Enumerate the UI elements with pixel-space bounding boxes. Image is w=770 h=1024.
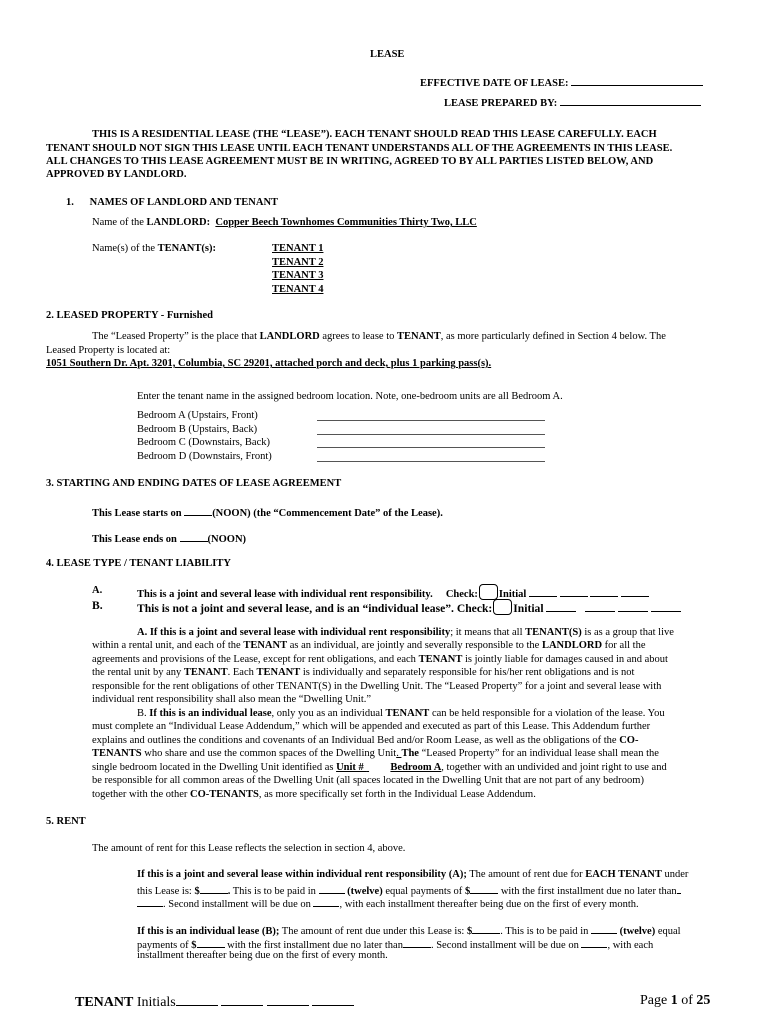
- text-run: This is not a joint and several lease, and is an “individual lease”. Check:: [137, 602, 493, 615]
- text-run: , with each: [607, 940, 654, 951]
- lease-start-row: [92, 504, 443, 521]
- payments-count-field[interactable]: [591, 922, 617, 934]
- para-a-line: [92, 666, 634, 680]
- para-a-line: [92, 653, 668, 667]
- text-run: If this is a joint and several lease within individual rent responsibility (A);: [137, 869, 467, 880]
- initial-field[interactable]: [618, 600, 648, 612]
- first-due-field[interactable]: [403, 936, 431, 948]
- text-run: This is a joint and several lease with individual rent responsibility.: [137, 589, 433, 600]
- text-run: TENANT: [183, 667, 228, 678]
- text-run: This is to be paid in: [230, 886, 319, 897]
- effective-date-field[interactable]: [571, 74, 703, 86]
- text-run: $: [466, 926, 473, 937]
- text-run: (twelve): [617, 926, 656, 937]
- payment-amount-field[interactable]: [470, 882, 498, 894]
- initial-field[interactable]: [590, 585, 618, 597]
- initial-field[interactable]: [529, 585, 557, 597]
- tenant-prefix: Name(s) of the: [92, 243, 158, 254]
- text-run: within a rental unit, and each of the: [92, 640, 244, 651]
- tenant-name: TENANT 4: [272, 284, 324, 295]
- text-run: Unit #: [336, 762, 367, 773]
- tenant-name: TENANT 1: [272, 243, 324, 254]
- payment-amount-field[interactable]: [197, 936, 225, 948]
- initial-field[interactable]: [651, 600, 681, 612]
- text-run: TENANT: [397, 331, 441, 342]
- tenant-name: TENANT 3: [272, 270, 324, 281]
- para-b-line: [137, 707, 665, 721]
- rent-joint-line: [137, 868, 688, 882]
- text-run: TENANTS: [92, 748, 142, 759]
- footer-initials-label: Initials: [133, 995, 176, 1010]
- second-due-field[interactable]: [581, 936, 607, 948]
- payments-count-field[interactable]: [319, 882, 345, 894]
- intro-line: TENANT SHOULD NOT SIGN THIS LEASE UNTIL EACH TENANT UNDERSTANDS ALL OF THE AGREEMENTS IN THIS LEASE.: [46, 143, 673, 154]
- text-run: TENANT: [385, 708, 430, 719]
- rent-amount-field[interactable]: [472, 922, 500, 934]
- landlord-label: LANDLORD:: [146, 217, 211, 228]
- para-a-line: [92, 680, 661, 694]
- text-run: single bedroom located in the Dwelling Unit identified as: [92, 762, 337, 773]
- text-run: CO-: [619, 735, 639, 746]
- text-run: The amount of rent due under this Lease is:: [279, 926, 467, 937]
- section-4-heading: 4. LEASE TYPE / TENANT LIABILITY: [46, 558, 231, 569]
- text-run: “Leased Property” for an individual lease shall mean the: [418, 748, 659, 759]
- text-run: equal: [655, 926, 681, 937]
- rent-amount-field[interactable]: [200, 882, 228, 894]
- para-b-line: [92, 761, 667, 775]
- landlord-prefix: Name of the: [92, 217, 147, 228]
- effective-date-label: EFFECTIVE DATE OF LEASE:: [420, 78, 569, 89]
- end-date-field[interactable]: [180, 530, 208, 542]
- page-current: 1: [670, 993, 678, 1008]
- text-run: in the Dwelling Unit. The “Leased Property” for a joint and several lease with: [331, 681, 662, 692]
- intro-line: THIS IS A RESIDENTIAL LEASE (THE “LEASE”). EACH TENANT SHOULD READ THIS LEASE CAREFULLY. EACH: [92, 129, 657, 140]
- section-1-heading: 1. NAMES OF LANDLORD AND TENANT: [66, 197, 279, 208]
- first-due-field[interactable]: [137, 895, 163, 907]
- text-run: with the first installment due no later than: [224, 940, 403, 951]
- text-run: agreements and provisions of the Lease, except for rent obligations, and each: [92, 654, 419, 665]
- text-run: EACH TENANT: [585, 869, 662, 880]
- footer-initial-field[interactable]: [312, 992, 354, 1006]
- text-run: The: [401, 748, 419, 759]
- option-b-checkbox[interactable]: [493, 599, 512, 615]
- text-run: If this is an individual lease (B);: [137, 926, 280, 937]
- text-run: .: [396, 748, 402, 759]
- text-run: $: [194, 886, 200, 897]
- bedroom-b-field[interactable]: [317, 434, 545, 435]
- text-run: This Lease starts on: [92, 508, 185, 519]
- intro-line: ALL CHANGES TO THIS LEASE AGREEMENT MUST BE IN WRITING, AGREED TO BY ALL PARTIES LISTED BELOW, AND: [46, 156, 654, 167]
- bedroom-label: Bedroom C (Downstairs, Back): [137, 437, 270, 448]
- option-a-checkbox[interactable]: [479, 584, 498, 600]
- footer-initial-field[interactable]: [267, 992, 309, 1006]
- bedroom-note: Enter the tenant name in the assigned bedroom location. Note, one-bedroom units are all Bedroom A.: [137, 391, 563, 402]
- text-run: TENANT: [256, 667, 301, 678]
- para-b-line: must complete an “Individual Lease Addendum,” which will be appended and executed as part of this Lease. This Addendum further: [92, 721, 651, 732]
- text-run: B.: [137, 708, 150, 719]
- text-run: of: [677, 993, 697, 1008]
- bedroom-label: Bedroom D (Downstairs, Front): [137, 451, 272, 462]
- para-a-line: [92, 639, 646, 653]
- lease-end-row: [92, 530, 246, 547]
- page-number: [640, 992, 710, 1009]
- text-run: can be held responsible for a violation of the lease. You: [429, 708, 665, 719]
- para-a-line: individual rent responsibility shall also mean the “Dwelling Unit.”: [92, 694, 372, 705]
- text-run: ; it means that all: [450, 627, 526, 638]
- footer-initial-field[interactable]: [221, 992, 263, 1006]
- text-run: who share and use the common spaces of the Dwelling Unit: [141, 748, 397, 759]
- section-2-heading: 2. LEASED PROPERTY - Furnished: [46, 310, 213, 321]
- text-run: under: [661, 869, 689, 880]
- second-due-field[interactable]: [313, 895, 339, 907]
- para-b-line: [92, 747, 659, 761]
- landlord-name: Copper Beech Townhomes Communities Thirty Two, LLC: [215, 217, 477, 228]
- bedroom-label: Bedroom B (Upstairs, Back): [137, 424, 258, 435]
- first-due-field[interactable]: [677, 882, 681, 894]
- page-total: 25: [696, 993, 711, 1008]
- prepared-by-field[interactable]: [560, 94, 701, 106]
- text-run: (NOON): [207, 534, 247, 545]
- footer-initials: [75, 992, 354, 1011]
- text-run: with the first installment due no later than: [498, 886, 677, 897]
- para-b-line: [92, 734, 638, 748]
- text-run: explains and outlines the conditions and covenants of an Individual Bed and/or Room Lease, as well as the obligations of the: [92, 735, 620, 746]
- text-run: responsible for the rent obligations of other: [92, 681, 277, 692]
- initial-field[interactable]: [546, 600, 576, 612]
- text-run: If this is an individual lease: [149, 708, 272, 719]
- bedroom-label: Bedroom A (Upstairs, Front): [137, 410, 258, 421]
- text-run: payments of: [137, 940, 192, 951]
- option-b-letter: B.: [92, 599, 103, 612]
- rent-individual-line: installment thereafter being due on the first of every month.: [137, 950, 388, 961]
- initial-field[interactable]: [585, 600, 615, 612]
- option-b-row: [137, 599, 681, 616]
- text-run: TENANT: [418, 654, 463, 665]
- prepared-by-label: LEASE PREPARED BY:: [444, 98, 558, 109]
- text-run: LANDLORD: [259, 331, 320, 342]
- text-run: TENANT(S): [525, 627, 582, 638]
- text-run: . Second installment will be due on: [163, 899, 314, 910]
- tenant-label: TENANT(s):: [157, 243, 216, 254]
- footer-initial-field[interactable]: [176, 992, 218, 1006]
- initial-field[interactable]: [621, 585, 649, 597]
- text-run: Bedroom A: [390, 762, 442, 773]
- text-run: , as more specifically set forth in the Individual Lease Addendum.: [258, 789, 536, 800]
- text-run: agrees to lease to: [319, 331, 397, 342]
- option-a-letter: A.: [92, 585, 103, 596]
- text-run: is as a group that live: [581, 627, 674, 638]
- text-run: The amount of rent due for: [466, 869, 586, 880]
- text-run: The “Leased Property” is the place that: [92, 331, 260, 342]
- text-run: . Second installment will be due on: [430, 940, 582, 951]
- para-a-line: [137, 626, 674, 640]
- text-run: together with the other: [92, 789, 190, 800]
- text-run: is jointly liable for damages caused in and about: [462, 654, 668, 665]
- text-run: for all the: [602, 640, 646, 651]
- text-run: This Lease ends on: [92, 534, 180, 545]
- text-run: (twelve): [344, 886, 383, 897]
- leased-property-line: Leased Property is located at:: [46, 345, 171, 356]
- intro-line: APPROVED BY LANDLORD.: [46, 169, 187, 180]
- text-run: Initial: [498, 589, 527, 600]
- unit-number-field[interactable]: [366, 761, 390, 775]
- text-run: .: [227, 886, 231, 897]
- text-run: , as more particularly defined in Section 4 below. The: [440, 331, 666, 342]
- bedroom-d-field[interactable]: [317, 461, 545, 462]
- footer-tenant-label: TENANT: [75, 995, 134, 1010]
- page-title: LEASE: [370, 49, 405, 60]
- text-run: (NOON) (the “Commencement Date” of the Lease).: [212, 508, 443, 519]
- text-run: is individually and separately responsible for his/her rent obligations and is not: [300, 667, 635, 678]
- section-5-heading: 5. RENT: [46, 816, 86, 827]
- property-address: 1051 Southern Dr. Apt. 3201, Columbia, SC 29201, attached porch and deck, plus 1 parking pass(s).: [46, 358, 492, 369]
- text-run: Check:: [445, 589, 478, 600]
- text-run: , together with an undivided and joint right to use and: [441, 762, 667, 773]
- text-run: CO-TENANTS: [189, 789, 259, 800]
- text-run: . This is to be paid in: [500, 926, 592, 937]
- text-run: equal payments of: [382, 886, 465, 897]
- rent-joint-line: [137, 895, 639, 912]
- prepared-by-row: [444, 94, 701, 111]
- text-run: , only you as an individual: [271, 708, 386, 719]
- text-run: , with each installment thereafter being due on the first of every month.: [339, 899, 639, 910]
- text-run: $: [464, 886, 471, 897]
- text-run: . Each: [227, 667, 257, 678]
- text-run: $: [191, 940, 197, 951]
- tenant-name: TENANT 2: [272, 257, 324, 268]
- rent-intro: The amount of rent for this Lease reflects the selection in section 4, above.: [92, 843, 406, 854]
- bedroom-c-field[interactable]: [317, 447, 545, 448]
- text-run: this Lease is:: [137, 886, 195, 897]
- section-3-heading: 3. STARTING AND ENDING DATES OF LEASE AGREEMENT: [46, 478, 342, 489]
- para-b-line: be responsible for all common areas of the Dwelling Unit (all spaces located in the Dwelling Unit that are not part of any bedroom): [92, 775, 644, 786]
- text-run: TENANT(S): [276, 681, 332, 692]
- text-run: Initial: [513, 602, 544, 615]
- effective-date-row: [420, 74, 703, 91]
- bedroom-a-field[interactable]: [317, 420, 545, 421]
- initial-field[interactable]: [560, 585, 588, 597]
- text-run: A. If this is a joint and several lease with individual rent responsibility: [137, 627, 451, 638]
- leased-property-line: [92, 330, 666, 344]
- start-date-field[interactable]: [184, 504, 212, 516]
- para-b-line: [92, 788, 536, 802]
- text-run: TENANT: [243, 640, 288, 651]
- landlord-row: [92, 216, 477, 230]
- tenant-label-row: [92, 242, 216, 256]
- text-run: the rental unit by any: [92, 667, 184, 678]
- text-run: as an individual, are jointly and severally responsible to the: [287, 640, 542, 651]
- text-run: LANDLORD: [541, 640, 603, 651]
- text-run: Page: [640, 993, 671, 1008]
